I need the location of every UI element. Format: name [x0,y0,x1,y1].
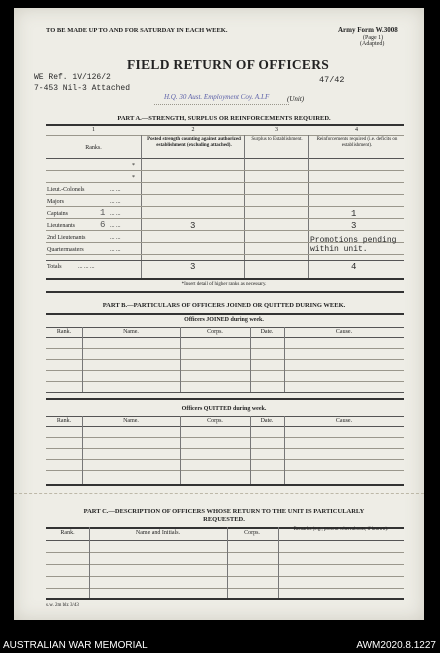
col1-header: Ranks. [85,145,102,151]
part-b-top-rule [46,313,404,315]
joined-col-corps: Corps. [207,329,223,335]
col-divider [250,416,251,484]
lieutenants-posted: 3 [190,221,196,231]
form-page: (Page 1) [363,35,384,41]
joined-header-bottom [46,337,404,338]
lieutenants-handwritten: 6 [100,220,106,230]
part-c-col-name: Name and Initials. [135,530,181,536]
row-rule [46,552,404,553]
lieutenants-reinforcements: 3 [351,221,357,231]
col-divider [180,327,181,392]
quitted-title: Officers QUITTED during week. [181,406,267,412]
part-a-end-rule [46,291,404,293]
row-rule [46,381,404,382]
footer-institution: AUSTRALIAN WAR MEMORIAL [3,640,148,651]
print-code: s.w. 2m blz 3/43 [46,603,79,608]
captains-reinforcements: 1 [351,209,357,219]
col-number-4: 4 [355,127,358,133]
col-divider [82,327,83,392]
star-marker: * [132,175,135,181]
part-a-top-rule [46,124,404,126]
quitted-col-date: Date. [260,418,274,424]
remarks-line-2: within unit. [310,245,368,254]
unit-label: (Unit) [287,95,305,103]
part-c-bottom [46,598,404,600]
col2-header: Posted strength counting against authorized establishment (excluding attached). [147,137,241,148]
row-rule [46,194,404,195]
row-rule [46,564,404,565]
form-page [14,8,424,620]
col-divider [284,416,285,484]
quitted-bottom [46,484,404,486]
col-divider-2 [244,135,245,279]
joined-header-top [46,327,404,328]
rank-captains: Captains [47,211,68,217]
col-number-3: 3 [275,127,278,133]
rank-2nd-lieutenants: 2nd Lieutenants [47,235,86,241]
joined-col-name: Name. [123,329,139,335]
col-divider [250,327,251,392]
joined-col-rank: Rank. [56,329,72,335]
row-rule [46,470,404,471]
row-rule [46,588,404,589]
part-b-title: PART B.—PARTICULARS OF OFFICERS JOINED OR QUITTED DURING WEEK. [102,302,346,309]
remarks-line-1: Promotions pending [310,236,397,245]
rank-dots: ... ... [110,223,121,229]
row-rule [46,359,404,360]
row-rule [46,459,404,460]
unit-stamp: H.Q. 30 Aust. Employment Coy. A.I.F [164,93,270,101]
rank-dots: ... ... [110,187,121,193]
part-c-col-rank: Rank. [60,530,75,536]
rank-lieut-colonels: Lieut.-Colonels [47,187,85,193]
row-rule [46,576,404,577]
col-divider-3 [308,135,309,279]
totals-dots: ... ... ... [78,264,95,270]
rank-majors: Majors [47,199,64,205]
col-divider [284,327,285,392]
quitted-col-name: Name. [123,418,139,424]
nil-attached-line: 7-453 Nil-3 Attached [34,84,131,93]
part-c-header-bottom [46,540,404,541]
totals-top-rule [46,260,404,261]
quitted-col-cause: Cause. [335,418,353,424]
rank-dots: ... ... [110,199,121,205]
quitted-top-rule [46,398,404,400]
star-marker: * [132,163,135,169]
col-divider [227,527,228,598]
col-number-rule [46,135,404,136]
fold-line [14,493,424,494]
col-divider [180,416,181,484]
rank-dots: ... ... [110,247,121,253]
part-c-col-remarks: Remarks (e.g., present whereabouts, if known). [293,527,389,532]
joined-title: Officers JOINED during week. [184,317,264,323]
col-divider [89,527,90,598]
col-divider [278,527,279,598]
part-c-col-corps: Corps. [244,530,260,536]
rank-dots: ... ... [110,235,121,241]
row-rule [46,206,404,207]
form-number: Army Form W.3008 [338,26,398,34]
col4-header: Reinforcements required (i.e. deficits on establishment). [316,137,398,148]
quitted-col-corps: Corps. [207,418,223,424]
row-rule [46,170,404,171]
row-rule [46,448,404,449]
totals-label: Totals [47,264,62,270]
quitted-col-rank: Rank. [56,418,72,424]
joined-col-cause: Cause. [335,329,353,335]
joined-col-date: Date. [260,329,274,335]
we-ref: WE Ref. 1V/126/2 [34,73,111,82]
rank-dots: ... ... [110,211,121,217]
col-number-2: 2 [191,127,195,133]
row-rule [46,370,404,371]
quitted-header-top [46,416,404,417]
col-divider [82,416,83,484]
header-bottom-rule [46,158,404,159]
row-rule [46,348,404,349]
form-title: FIELD RETURN OF OFFICERS [127,57,330,72]
row-rule [46,254,404,255]
rank-quartermasters: Quartermasters [47,247,84,253]
part-c-title-1: PART C.—DESCRIPTION OF OFFICERS WHOSE RETURN TO THE UNIT IS PARTICULARLY [83,508,365,515]
instruction-text: TO BE MADE UP TO AND FOR SATURDAY IN EACH WEEK. [46,27,228,34]
totals-reinforcements: 4 [351,262,357,272]
form-adapted: (Adapted) [360,41,385,47]
row-rule [46,437,404,438]
unit-dotted-line [154,104,289,105]
quitted-header-bottom [46,426,404,427]
joined-bottom [46,392,404,393]
part-a-title: PART A.—STRENGTH, SURPLUS OR REINFORCEMENTS REQUIRED. [117,115,331,122]
part-c-title-2: REQUESTED. [203,516,245,523]
rank-lieutenants: Lieutenants [47,223,75,229]
captains-handwritten: 1 [100,208,106,218]
col-number-1: 1 [92,127,95,133]
totals-bottom-rule [46,278,404,280]
totals-posted: 3 [190,262,196,272]
part-a-footnote: *Insert detail of higher ranks as necessary. [181,282,267,287]
row-rule [46,182,404,183]
footer-accession-number: AWM2020.8.1227 [356,640,436,651]
col3-header: Surplus to Establishment. [251,137,303,142]
col-divider-1 [141,135,142,279]
reference-number: 47/42 [319,75,345,85]
